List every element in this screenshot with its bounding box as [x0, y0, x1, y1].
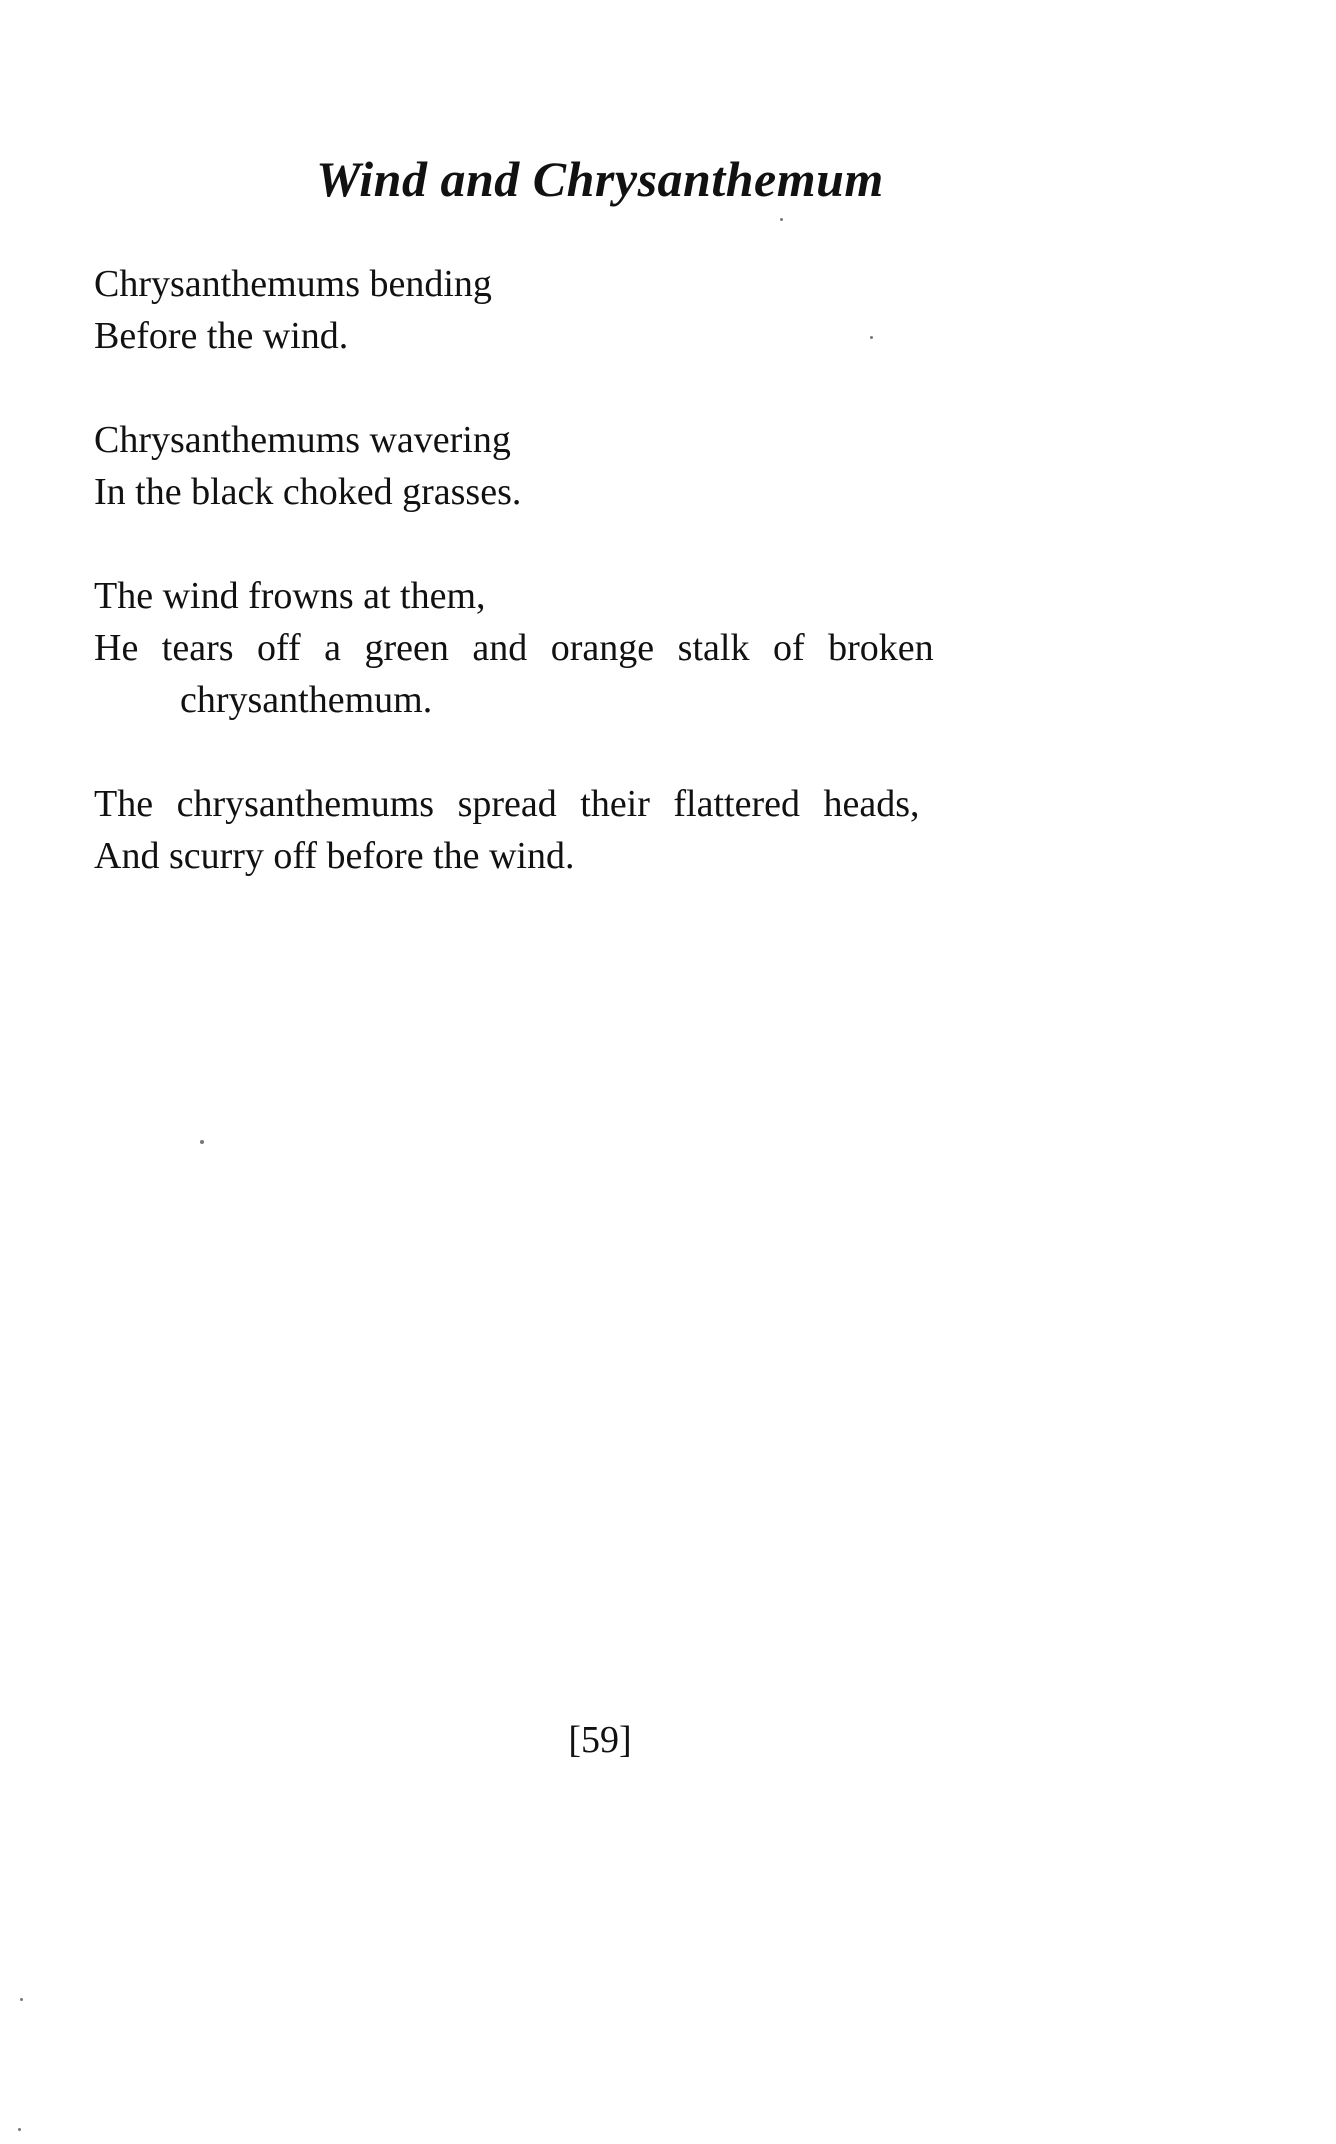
stanza — [94, 778, 1194, 882]
stanza — [94, 414, 1194, 518]
scan-speck — [200, 1140, 204, 1144]
scan-speck — [780, 218, 783, 221]
poem-title: Wind and Chrysanthemum — [316, 151, 884, 207]
scan-speck — [18, 2128, 21, 2131]
poem-line: He tears off a green and orange stalk of broken — [94, 627, 934, 669]
poem-line: In the black choked grasses. — [94, 471, 522, 513]
poem-line: The chrysanthemums spread their flattered heads, — [94, 783, 920, 825]
poem-line: Chrysanthemums bending — [94, 263, 492, 305]
poem-line: Chrysanthemums wavering — [94, 419, 511, 461]
poem-body — [94, 258, 1194, 934]
scan-speck — [870, 336, 873, 339]
stanza — [94, 258, 1194, 362]
poem-line-continuation: chrysanthemum. — [180, 679, 433, 721]
stanza — [94, 570, 1194, 726]
poem-line: Before the wind. — [94, 315, 349, 357]
scan-speck — [20, 1998, 23, 2001]
poem-line: And scurry off before the wind. — [94, 835, 575, 877]
poem-line: The wind frowns at them, — [94, 575, 486, 617]
page-number: [59] — [568, 1719, 632, 1761]
